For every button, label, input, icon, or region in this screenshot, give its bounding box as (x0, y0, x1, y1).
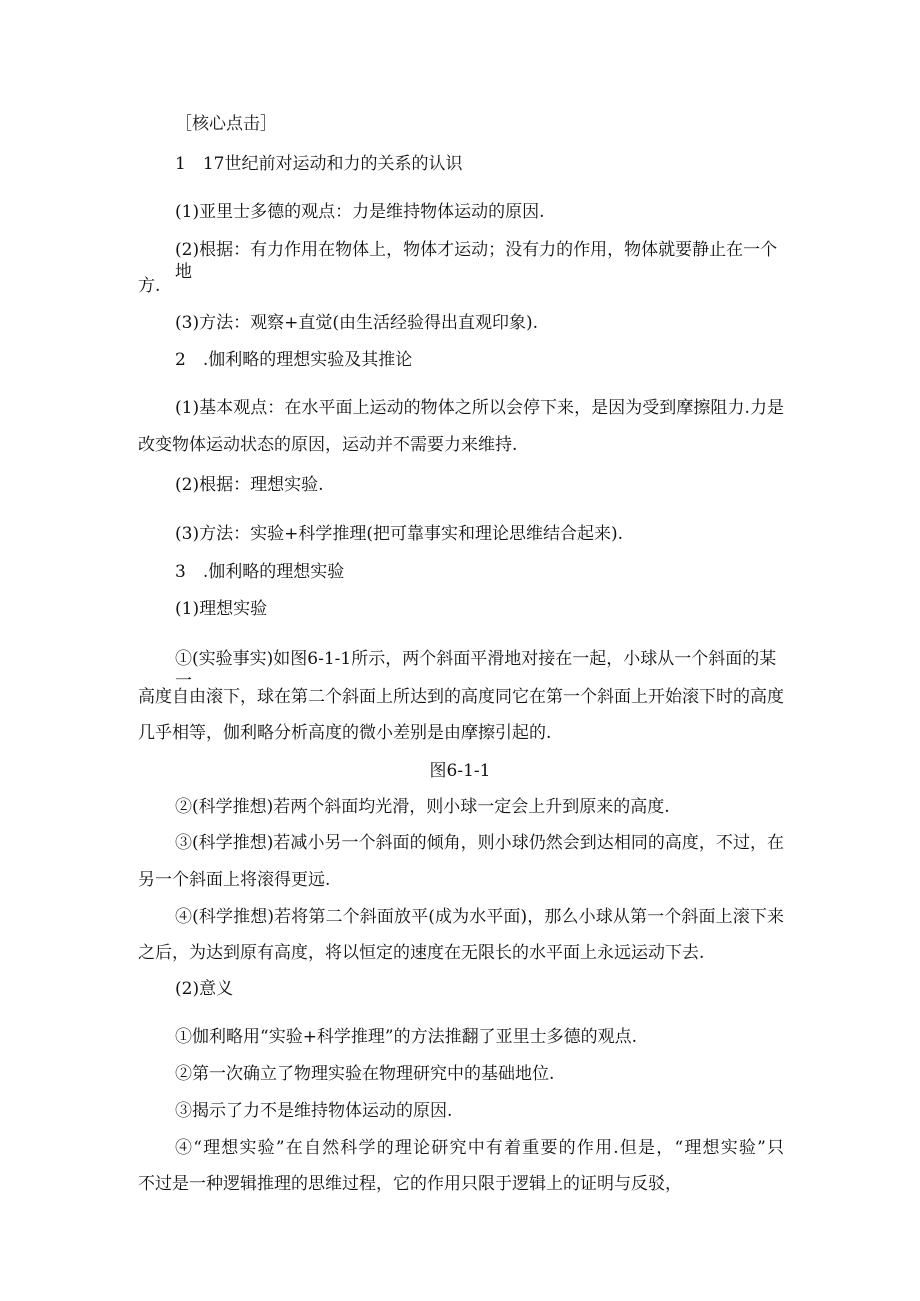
paragraph-continuation: 方. (138, 276, 161, 296)
topic-2-heading: 2 .伽利略的理想实验及其推论 (175, 350, 413, 370)
sub-heading: (1)理想实验 (175, 599, 268, 619)
paragraph: (2)根据：有力作用在物体上，物体才运动；没有力的作用，物体就要静止在一个地 (175, 240, 778, 282)
paragraph-continuation: 几乎相等，伽利略分析高度的微小差别是由摩擦引起的. (138, 723, 552, 743)
paragraph: (1)基本观点：在水平面上运动的物体之所以会停下来，是因为受到摩擦阻力.力是 (175, 398, 784, 418)
paragraph-continuation: 之后，为达到原有高度，将以恒定的速度在无限长的水平面上永远运动下去. (138, 943, 705, 963)
paragraph-continuation: 不过是一种逻辑推理的思维过程，它的作用只限于逻辑上的证明与反驳， (138, 1174, 682, 1194)
section-heading: ［核心点击］ (175, 114, 277, 134)
paragraph: ③(科学推想)若减小另一个斜面的倾角，则小球仍然会到达相同的高度，不过，在 (175, 833, 784, 853)
paragraph: ①(实验事实)如图6-1-1所示，两个斜面平滑地对接在一起，小球从一个斜面的某一 (175, 649, 777, 691)
paragraph-continuation: 改变物体运动状态的原因，运动并不需要力来维持. (138, 435, 518, 455)
paragraph: ②第一次确立了物理实验在物理研究中的基础地位. (175, 1064, 555, 1084)
paragraph: (2)根据：理想实验. (175, 475, 324, 495)
paragraph: ②(科学推想)若两个斜面均光滑，则小球一定会上升到原来的高度. (175, 797, 670, 817)
figure-caption: 图6-1-1 (429, 761, 491, 781)
paragraph-continuation: 高度自由滚下，球在第二个斜面上所达到的高度同它在第一个斜面上开始滚下时的高度 (138, 687, 784, 707)
topic-1-heading: 1 17世纪前对运动和力的关系的认识 (175, 154, 463, 174)
paragraph: (3)方法：实验+科学推理(把可靠事实和理论思维结合起来). (175, 524, 623, 544)
paragraph-continuation: 另一个斜面上将滚得更远. (138, 870, 331, 890)
paragraph: (3)方法：观察+直觉(由生活经验得出直观印象). (175, 313, 538, 333)
sub-heading: (2)意义 (175, 979, 234, 999)
paragraph: ①伽利略用“实验+科学推理”的方法推翻了亚里士多德的观点. (175, 1027, 638, 1047)
paragraph: (1)亚里士多德的观点：力是维持物体运动的原因. (175, 202, 545, 222)
topic-3-heading: 3 .伽利略的理想实验 (175, 562, 345, 582)
paragraph: ③揭示了力不是维持物体运动的原因. (175, 1101, 453, 1121)
paragraph: ④“理想实验”在自然科学的理论研究中有着重要的作用.但是，“理想实验”只 (175, 1138, 784, 1158)
paragraph: ④(科学推想)若将第二个斜面放平(成为水平面)，那么小球从第一个斜面上滚下来 (175, 907, 784, 927)
